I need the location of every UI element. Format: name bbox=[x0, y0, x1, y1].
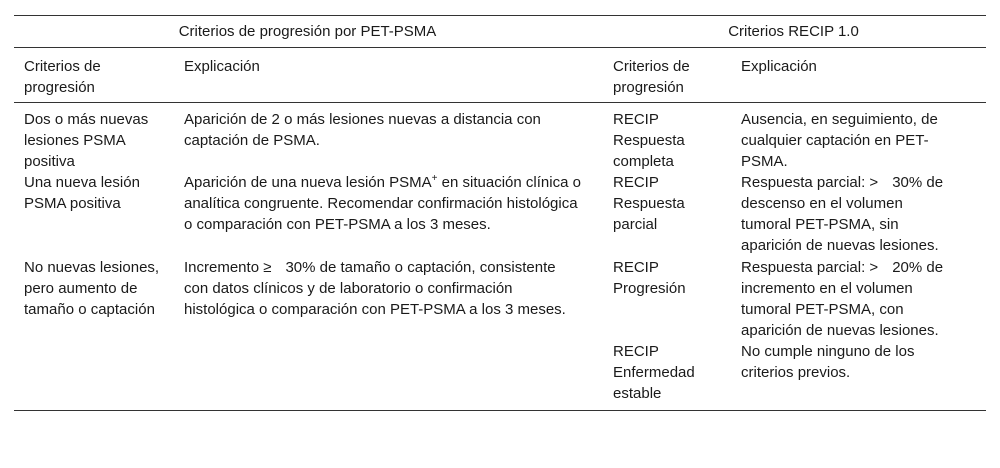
superscript-plus: + bbox=[431, 173, 438, 184]
table-cell-left-explanation: Aparición de 2 o más lesiones nuevas a distancia con captación de PSMA. bbox=[184, 111, 541, 149]
table-cell-left-explanation bbox=[172, 341, 601, 411]
table-cell-left-criterion: Una nueva lesión PSMA positiva bbox=[24, 174, 140, 212]
group-header-row bbox=[14, 16, 986, 48]
explanation-text-part: 30% de tamaño o captación, consistente con datos clínicos y de laboratorio o confirmación histológica o comparación con PET-PSMA a los 3 meses. bbox=[184, 259, 566, 318]
table-cell-right-criterion: RECIP Progresión bbox=[613, 259, 686, 297]
table-cell-left-criterion: No nuevas lesiones, pero aumento de tamaño o captación bbox=[24, 259, 160, 318]
explanation-text-part: en situación clínica o analítica congruente. Recomendar confirmación histológica o comparación con PET-PSMA a los 3 meses. bbox=[184, 174, 581, 233]
group-header-pet-psma: Criterios de progresión por PET-PSMA bbox=[14, 16, 601, 48]
table-cell-left-explanation bbox=[172, 256, 601, 341]
table-cell-right-criterion: RECIP Enfermedad estable bbox=[601, 341, 729, 411]
column-header-row bbox=[14, 48, 986, 103]
table-cell-left-criterion bbox=[14, 341, 172, 411]
explanation-text-part: 30% de descenso en el volumen tumoral PET-PSMA, sin aparición de nuevas lesiones. bbox=[741, 174, 944, 254]
table-cell-right-criterion: RECIP Respuesta parcial bbox=[613, 174, 685, 233]
table-cell-left-criterion: Dos o más nuevas lesiones PSMA positiva bbox=[24, 111, 149, 170]
table-row bbox=[14, 341, 986, 411]
explanation-text-part: Respuesta parcial: > bbox=[741, 174, 879, 191]
explanation-text-part: Respuesta parcial: > bbox=[741, 259, 879, 276]
table-cell-right-criterion: RECIP Respuesta completa bbox=[613, 111, 685, 170]
table-cell-right-explanation bbox=[729, 256, 986, 341]
column-header-criteria-left: Criterios de progresión bbox=[14, 48, 172, 103]
table-row bbox=[14, 172, 986, 256]
table-cell-right-explanation bbox=[729, 172, 986, 256]
table-row bbox=[14, 256, 986, 341]
table-cell-left-explanation bbox=[172, 172, 601, 256]
group-header-recip: Criterios RECIP 1.0 bbox=[601, 16, 986, 48]
table-row bbox=[14, 103, 986, 173]
table-cell-right-explanation: No cumple ninguno de los criterios previos. bbox=[729, 341, 986, 411]
column-header-explanation-left: Explicación bbox=[172, 48, 601, 103]
column-header-explanation-right: Explicación bbox=[729, 48, 986, 103]
criteria-table bbox=[14, 15, 986, 411]
explanation-text-part: 20% de incremento en el volumen tumoral PET-PSMA, con aparición de nuevas lesiones. bbox=[741, 259, 944, 339]
explanation-text-part: Aparición de una nueva lesión PSMA bbox=[184, 174, 432, 191]
table-cell-right-explanation: Ausencia, en seguimiento, de cualquier captación en PET-PSMA. bbox=[741, 111, 938, 170]
explanation-text-part: Incremento ≥ bbox=[184, 259, 272, 276]
column-header-criteria-right: Criterios de progresión bbox=[601, 48, 729, 103]
